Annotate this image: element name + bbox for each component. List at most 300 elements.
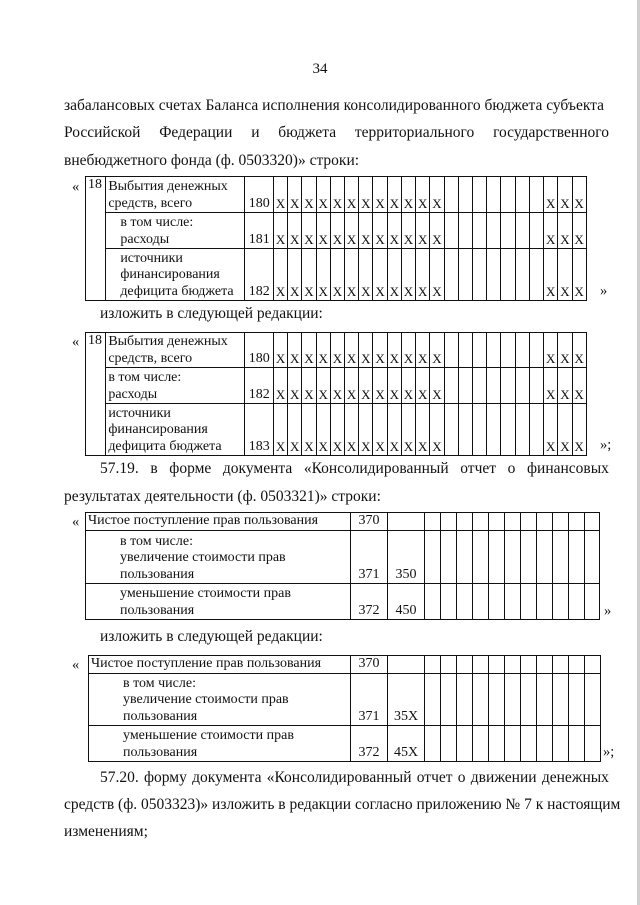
table-row: [89, 726, 601, 762]
x-mark-cell: X: [359, 177, 373, 213]
empty-cell: [425, 531, 441, 584]
empty-cell: [505, 531, 521, 584]
empty-cell: [585, 584, 600, 620]
row-code: 372: [351, 584, 388, 620]
x-mark-cell: X: [373, 249, 387, 301]
label-line: пользования: [123, 708, 198, 724]
empty-cell: [537, 584, 553, 620]
empty-cell: [569, 656, 585, 674]
intro-word: бюджета: [278, 124, 337, 141]
empty-cell: [529, 368, 543, 404]
row-code: 372: [351, 726, 388, 762]
para-word: форме: [169, 460, 212, 477]
empty-cell: [472, 177, 486, 213]
x-mark-cell: X: [387, 404, 401, 456]
x-mark-cell: X: [273, 333, 287, 368]
empty-cell: [521, 531, 537, 584]
row-code: 183: [245, 404, 273, 456]
empty-cell: [515, 404, 529, 456]
x-mark-cell: X: [330, 368, 344, 404]
row-code: 370: [351, 513, 388, 531]
row-label: [86, 531, 351, 584]
empty-cell: [444, 404, 458, 456]
empty-cell: [441, 674, 457, 726]
table-row: [86, 177, 601, 213]
empty-cell: [553, 584, 569, 620]
para-word: документа: [222, 460, 293, 477]
empty-cell: [537, 513, 553, 531]
x-mark-cell: X: [572, 249, 586, 301]
row-code: 182: [245, 368, 273, 404]
label-line: пользования: [120, 566, 195, 582]
empty-cell: [505, 513, 521, 531]
empty-cell: [505, 726, 521, 762]
table-row: [86, 213, 601, 249]
empty-cell: [569, 584, 585, 620]
table-321-new: [88, 655, 601, 762]
para-word: 57.19.: [100, 460, 139, 477]
empty-cell: [489, 584, 505, 620]
empty-cell: [505, 674, 521, 726]
label-line: Выбытия денежных: [108, 334, 228, 349]
empty-cell: [553, 656, 569, 674]
empty-cell: [86, 249, 106, 301]
x-mark-cell: X: [572, 404, 586, 456]
label-line: в том числе:: [120, 533, 193, 549]
table-row: [89, 674, 601, 726]
x-mark-cell: X: [302, 404, 316, 456]
para-word: движении: [470, 769, 537, 786]
row-label: [106, 333, 245, 368]
label-line: финансирования: [120, 267, 220, 282]
x-mark-cell: X: [572, 333, 586, 368]
close-quote: »: [600, 283, 608, 299]
empty-cell: [537, 656, 553, 674]
label-line: источники: [108, 405, 171, 421]
para-word: отчет: [416, 769, 453, 786]
empty-cell: [489, 531, 505, 584]
x-mark-cell: X: [558, 249, 572, 301]
intro-word: Федерации: [159, 124, 233, 141]
x-mark-cell: X: [359, 213, 373, 249]
para-word: о: [457, 769, 466, 786]
table-320-new: [85, 332, 601, 456]
x-mark-cell: X: [387, 333, 401, 368]
empty-cell: [501, 177, 515, 213]
empty-cell: [457, 674, 473, 726]
x-mark-cell: X: [288, 177, 302, 213]
empty-cell: [553, 674, 569, 726]
empty-cell: [473, 726, 489, 762]
close-quote: »: [604, 603, 612, 619]
empty-cell: [458, 177, 472, 213]
table-row: [86, 584, 600, 620]
empty-cell: [489, 513, 505, 531]
x-mark-cell: X: [273, 404, 287, 456]
intro-word: территориального: [354, 124, 475, 141]
empty-cell: [457, 726, 473, 762]
x-mark-cell: X: [387, 177, 401, 213]
x-mark-cell: X: [288, 213, 302, 249]
x-mark-cell: X: [316, 213, 330, 249]
label-line: уменьшение стоимости прав: [120, 586, 291, 601]
x-mark-cell: X: [572, 177, 586, 213]
empty-cell: [553, 513, 569, 531]
row-account: [388, 513, 425, 531]
empty-cell: [515, 213, 529, 249]
x-mark-cell: X: [316, 404, 330, 456]
empty-cell: [444, 177, 458, 213]
empty-cell: [425, 674, 441, 726]
empty-cell: [441, 726, 457, 762]
empty-cell: [441, 531, 457, 584]
x-mark-cell: X: [544, 249, 558, 301]
x-mark-cell: X: [345, 213, 359, 249]
intro-line-1: забалансовых счетах Баланса исполнения консолидированного бюджета субъекта: [64, 97, 604, 114]
x-mark-cell: X: [401, 213, 415, 249]
table-row: [86, 249, 601, 301]
para-57-19-line-2: результатах деятельности (ф. 0503321)» строки:: [64, 488, 381, 505]
x-mark-cell: X: [302, 213, 316, 249]
x-mark-cell: X: [288, 249, 302, 301]
x-mark-cell: X: [416, 404, 430, 456]
x-mark-cell: X: [416, 177, 430, 213]
empty-cell: [569, 674, 585, 726]
x-mark-cell: X: [359, 368, 373, 404]
x-mark-cell: X: [430, 368, 444, 404]
row-label: [106, 213, 245, 249]
x-mark-cell: X: [373, 213, 387, 249]
para-word: документа: [192, 769, 262, 786]
empty-cell: [515, 333, 529, 368]
empty-cell: [457, 584, 473, 620]
x-mark-cell: X: [345, 368, 359, 404]
label-line: источники: [120, 250, 183, 266]
empty-cell: [529, 213, 543, 249]
table-row: [89, 656, 601, 674]
empty-cell: [529, 404, 543, 456]
label-line: финансирования: [108, 422, 208, 437]
x-mark-cell: X: [273, 213, 287, 249]
row-account: 450: [388, 584, 425, 620]
row-label: Чистое поступление прав пользования: [89, 656, 351, 674]
x-mark-cell: X: [273, 368, 287, 404]
table-row: [86, 513, 600, 531]
para-word: отчет: [460, 460, 497, 477]
empty-cell: [472, 368, 486, 404]
empty-cell: [537, 674, 553, 726]
x-mark-cell: X: [288, 333, 302, 368]
row-label: [86, 584, 351, 620]
table-row: [86, 333, 601, 368]
empty-cell: [487, 368, 501, 404]
x-mark-cell: X: [401, 177, 415, 213]
x-mark-cell: X: [544, 177, 558, 213]
table-320-old: [85, 176, 601, 301]
empty-cell: [521, 674, 537, 726]
x-mark-cell: X: [330, 177, 344, 213]
empty-cell: [425, 584, 441, 620]
x-mark-cell: X: [544, 213, 558, 249]
row-account: 35X: [388, 674, 425, 726]
row-code: 180: [245, 333, 273, 368]
x-mark-cell: X: [387, 249, 401, 301]
label-line: в том числе:: [108, 370, 182, 385]
row-label: [106, 177, 245, 213]
empty-cell: [529, 249, 543, 301]
x-mark-cell: X: [401, 333, 415, 368]
open-quote: «: [72, 334, 80, 350]
x-mark-cell: X: [273, 249, 287, 301]
empty-cell: [501, 368, 515, 404]
empty-cell: [585, 726, 601, 762]
x-mark-cell: X: [288, 404, 302, 456]
x-mark-cell: X: [544, 368, 558, 404]
para-word: «Консолидированный: [303, 460, 449, 477]
empty-cell: [501, 213, 515, 249]
x-mark-cell: X: [359, 249, 373, 301]
empty-cell: [515, 249, 529, 301]
label-line: средств, всего: [108, 195, 193, 211]
x-mark-cell: X: [373, 404, 387, 456]
empty-cell: [487, 213, 501, 249]
row-code: 371: [351, 531, 388, 584]
label-line: увеличение стоимости прав: [120, 550, 286, 565]
x-mark-cell: X: [416, 249, 430, 301]
para-57-19-line-1: [100, 460, 609, 478]
x-mark-cell: X: [430, 404, 444, 456]
x-mark-cell: X: [387, 213, 401, 249]
para-word: 57.20.: [100, 769, 139, 786]
empty-cell: [444, 249, 458, 301]
empty-cell: [444, 368, 458, 404]
row-label: [89, 726, 351, 762]
empty-cell: [521, 513, 537, 531]
label-line: Выбытия денежных: [108, 179, 228, 194]
row-label: [106, 249, 245, 301]
x-mark-cell: X: [330, 404, 344, 456]
open-quote: «: [72, 657, 80, 673]
row-account: [388, 656, 425, 674]
table-row: [86, 368, 601, 404]
x-mark-cell: X: [558, 404, 572, 456]
x-mark-cell: X: [430, 177, 444, 213]
para-57-20-line-3: изменениям;: [64, 823, 148, 840]
para-word: финансовых: [527, 460, 609, 477]
x-mark-cell: X: [401, 368, 415, 404]
label-line: средств, всего: [108, 350, 193, 366]
empty-cell: [441, 656, 457, 674]
x-mark-cell: X: [558, 368, 572, 404]
empty-cell: [501, 249, 515, 301]
intro-word: Российской: [64, 124, 141, 141]
empty-cell: [425, 726, 441, 762]
para-57-20-line-2: средств (ф. 0503323)» изложить в редакции согласно приложению № 7 к настоящим: [64, 796, 621, 813]
empty-cell: [458, 213, 472, 249]
x-mark-cell: X: [373, 333, 387, 368]
empty-cell: [472, 249, 486, 301]
x-mark-cell: X: [430, 249, 444, 301]
empty-cell: [458, 249, 472, 301]
x-mark-cell: X: [345, 404, 359, 456]
x-mark-cell: X: [544, 333, 558, 368]
open-quote: «: [72, 514, 80, 530]
x-mark-cell: X: [572, 213, 586, 249]
x-mark-cell: X: [416, 213, 430, 249]
para-word: в: [150, 460, 158, 477]
empty-cell: [86, 213, 106, 249]
para-word: денежных: [541, 769, 609, 786]
intro-word: и: [251, 124, 260, 141]
empty-cell: [473, 674, 489, 726]
x-mark-cell: X: [302, 249, 316, 301]
x-mark-cell: X: [359, 404, 373, 456]
empty-cell: [425, 513, 441, 531]
close-quote: »;: [600, 437, 612, 453]
empty-cell: [472, 213, 486, 249]
x-mark-cell: X: [316, 177, 330, 213]
caption-2: изложить в следующей редакции:: [100, 628, 323, 645]
x-mark-cell: X: [345, 249, 359, 301]
x-mark-cell: X: [373, 177, 387, 213]
empty-cell: [444, 333, 458, 368]
x-mark-cell: X: [273, 177, 287, 213]
x-mark-cell: X: [558, 333, 572, 368]
close-quote: »;: [603, 744, 615, 760]
para-word: «Консолидированный: [266, 769, 412, 786]
table-row: [86, 531, 600, 584]
para-57-20-line-1: [100, 769, 609, 787]
empty-cell: [585, 513, 600, 531]
x-mark-cell: X: [302, 177, 316, 213]
empty-cell: [457, 513, 473, 531]
empty-cell: [487, 333, 501, 368]
empty-cell: [569, 513, 585, 531]
open-quote: «: [72, 179, 80, 195]
label-line: уменьшение стоимости прав: [123, 728, 294, 743]
empty-cell: [441, 584, 457, 620]
x-mark-cell: X: [558, 213, 572, 249]
empty-cell: [457, 531, 473, 584]
empty-cell: [472, 404, 486, 456]
table-321-old: [85, 512, 600, 620]
empty-cell: [521, 584, 537, 620]
empty-cell: [86, 368, 106, 404]
label-line: в том числе:: [123, 675, 196, 691]
empty-cell: [441, 513, 457, 531]
empty-cell: [515, 368, 529, 404]
x-mark-cell: X: [373, 368, 387, 404]
empty-cell: [569, 726, 585, 762]
intro-word: государственного: [493, 124, 609, 141]
empty-cell: [501, 404, 515, 456]
x-mark-cell: X: [316, 368, 330, 404]
x-mark-cell: X: [416, 333, 430, 368]
x-mark-cell: X: [401, 249, 415, 301]
x-mark-cell: X: [359, 333, 373, 368]
empty-cell: [585, 656, 601, 674]
row-code: 180: [245, 177, 273, 213]
row-label: [106, 404, 245, 456]
empty-cell: [473, 656, 489, 674]
row-label: Чистое поступление прав пользования: [86, 513, 351, 531]
empty-cell: [473, 584, 489, 620]
empty-cell: [553, 726, 569, 762]
x-mark-cell: X: [288, 368, 302, 404]
empty-cell: [505, 656, 521, 674]
row-code: 181: [245, 213, 273, 249]
row-account: 45X: [388, 726, 425, 762]
x-mark-cell: X: [302, 368, 316, 404]
intro-line-3: внебюджетного фонда (ф. 0503320)» строки:: [64, 152, 360, 169]
x-mark-cell: X: [330, 333, 344, 368]
label-line: в том числе:: [120, 215, 194, 230]
row-code: 370: [351, 656, 388, 674]
empty-cell: [458, 333, 472, 368]
label-line: расходы: [108, 386, 158, 402]
empty-cell: [489, 656, 505, 674]
section-cell: 18: [86, 333, 106, 368]
x-mark-cell: X: [401, 404, 415, 456]
para-word: о: [507, 460, 516, 477]
row-label: [106, 368, 245, 404]
row-label: [89, 674, 351, 726]
empty-cell: [458, 368, 472, 404]
label-line: пользования: [123, 744, 198, 760]
empty-cell: [585, 674, 601, 726]
row-account: 350: [388, 531, 425, 584]
empty-cell: [529, 333, 543, 368]
empty-cell: [529, 177, 543, 213]
x-mark-cell: X: [316, 333, 330, 368]
empty-cell: [537, 531, 553, 584]
x-mark-cell: X: [387, 368, 401, 404]
empty-cell: [487, 249, 501, 301]
x-mark-cell: X: [558, 177, 572, 213]
empty-cell: [487, 177, 501, 213]
empty-cell: [444, 213, 458, 249]
label-line: увеличение стоимости прав: [123, 692, 289, 707]
x-mark-cell: X: [544, 404, 558, 456]
x-mark-cell: X: [430, 213, 444, 249]
empty-cell: [86, 404, 106, 456]
table-row: [86, 404, 601, 456]
empty-cell: [505, 584, 521, 620]
empty-cell: [457, 656, 473, 674]
intro-line-2: [64, 124, 609, 142]
empty-cell: [472, 333, 486, 368]
empty-cell: [515, 177, 529, 213]
empty-cell: [537, 726, 553, 762]
empty-cell: [501, 333, 515, 368]
section-cell: 18: [86, 177, 106, 213]
label-line: дефицита бюджета: [120, 283, 234, 299]
label-line: расходы: [120, 231, 170, 247]
empty-cell: [473, 531, 489, 584]
caption-1: изложить в следующей редакции:: [100, 305, 323, 322]
empty-cell: [553, 531, 569, 584]
empty-cell: [487, 404, 501, 456]
empty-cell: [458, 404, 472, 456]
x-mark-cell: X: [416, 368, 430, 404]
x-mark-cell: X: [572, 368, 586, 404]
empty-cell: [425, 656, 441, 674]
x-mark-cell: X: [345, 333, 359, 368]
x-mark-cell: X: [302, 333, 316, 368]
page-number: 34: [312, 61, 328, 77]
empty-cell: [489, 674, 505, 726]
para-word: форму: [144, 769, 187, 786]
